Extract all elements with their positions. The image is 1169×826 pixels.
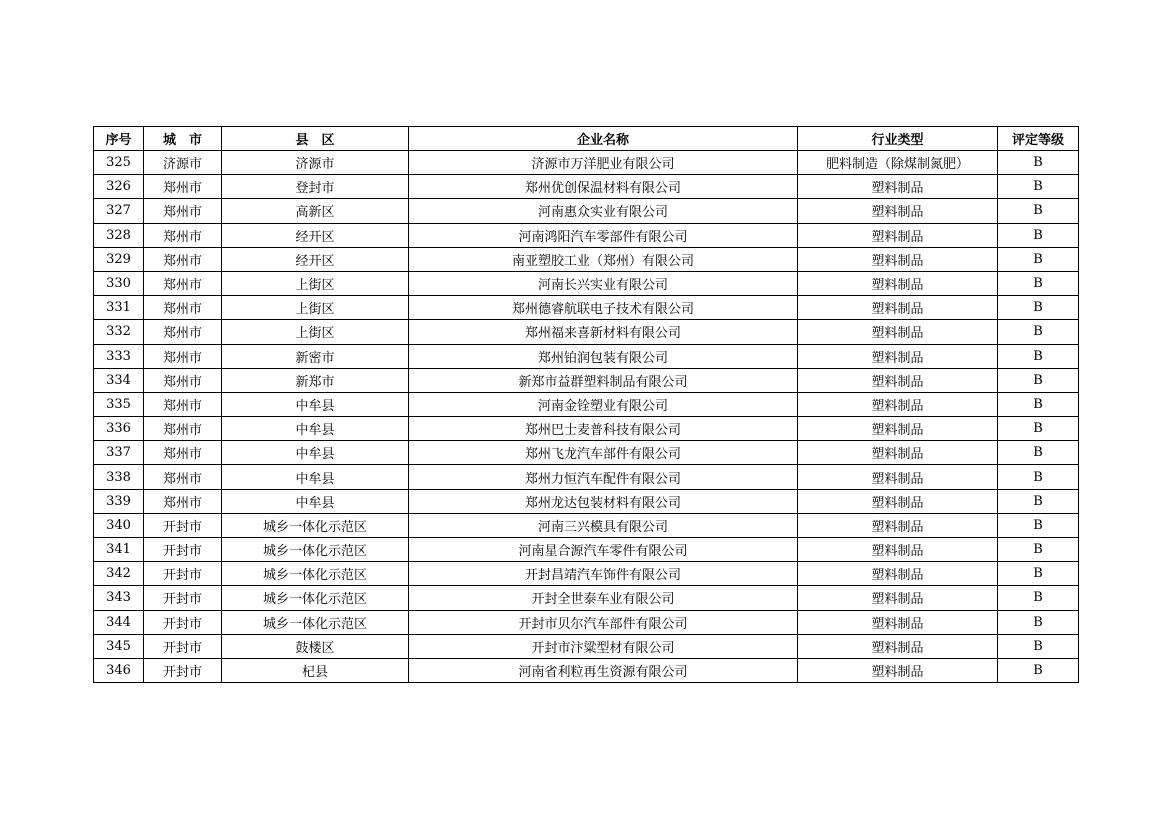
cell-county: 新密市 [222, 344, 409, 368]
cell-city: 济源市 [144, 151, 222, 175]
cell-grade: B [998, 634, 1079, 658]
header-industry: 行业类型 [798, 127, 998, 151]
table-row [94, 296, 1079, 320]
cell-company: 郑州飞龙汽车部件有限公司 [409, 441, 798, 465]
cell-company: 郑州巴士麦普科技有限公司 [409, 417, 798, 441]
cell-county: 城乡一体化示范区 [222, 610, 409, 634]
cell-county: 城乡一体化示范区 [222, 562, 409, 586]
table-row [94, 489, 1079, 513]
cell-grade: B [998, 417, 1079, 441]
cell-grade: B [998, 441, 1079, 465]
cell-no: 341 [94, 538, 144, 562]
cell-no: 334 [94, 368, 144, 392]
header-company: 企业名称 [409, 127, 798, 151]
cell-no: 342 [94, 562, 144, 586]
cell-county: 新郑市 [222, 368, 409, 392]
cell-grade: B [998, 368, 1079, 392]
cell-industry: 塑料制品 [798, 417, 998, 441]
cell-no: 338 [94, 465, 144, 489]
table-row [94, 199, 1079, 223]
table-row [94, 392, 1079, 416]
cell-company: 河南星合源汽车零件有限公司 [409, 538, 798, 562]
cell-industry: 塑料制品 [798, 296, 998, 320]
cell-no: 330 [94, 271, 144, 295]
cell-county: 上街区 [222, 271, 409, 295]
cell-company: 郑州力恒汽车配件有限公司 [409, 465, 798, 489]
cell-city: 郑州市 [144, 489, 222, 513]
cell-grade: B [998, 151, 1079, 175]
cell-city: 开封市 [144, 562, 222, 586]
cell-city: 开封市 [144, 513, 222, 537]
cell-county: 中牟县 [222, 441, 409, 465]
cell-industry: 塑料制品 [798, 392, 998, 416]
cell-no: 339 [94, 489, 144, 513]
cell-no: 340 [94, 513, 144, 537]
cell-no: 325 [94, 151, 144, 175]
cell-city: 郑州市 [144, 223, 222, 247]
cell-no: 327 [94, 199, 144, 223]
cell-city: 郑州市 [144, 392, 222, 416]
table-row [94, 151, 1079, 175]
cell-county: 中牟县 [222, 489, 409, 513]
cell-grade: B [998, 658, 1079, 682]
cell-no: 329 [94, 247, 144, 271]
cell-no: 326 [94, 175, 144, 199]
cell-grade: B [998, 586, 1079, 610]
table-row [94, 320, 1079, 344]
cell-grade: B [998, 247, 1079, 271]
cell-no: 331 [94, 296, 144, 320]
cell-county: 城乡一体化示范区 [222, 513, 409, 537]
cell-grade: B [998, 271, 1079, 295]
cell-industry: 塑料制品 [798, 634, 998, 658]
table-row [94, 175, 1079, 199]
cell-industry: 塑料制品 [798, 610, 998, 634]
cell-county: 杞县 [222, 658, 409, 682]
header-county: 县 区 [222, 127, 409, 151]
cell-grade: B [998, 344, 1079, 368]
cell-company: 郑州德睿航联电子技术有限公司 [409, 296, 798, 320]
table-row [94, 658, 1079, 682]
cell-city: 开封市 [144, 634, 222, 658]
header-no: 序号 [94, 127, 144, 151]
cell-grade: B [998, 223, 1079, 247]
cell-county: 上街区 [222, 296, 409, 320]
cell-city: 郑州市 [144, 465, 222, 489]
cell-company: 河南省利粒再生资源有限公司 [409, 658, 798, 682]
cell-city: 郑州市 [144, 271, 222, 295]
cell-industry: 塑料制品 [798, 368, 998, 392]
cell-county: 登封市 [222, 175, 409, 199]
cell-industry: 塑料制品 [798, 344, 998, 368]
cell-no: 337 [94, 441, 144, 465]
cell-company: 郑州龙达包装材料有限公司 [409, 489, 798, 513]
cell-company: 河南鸿阳汽车零部件有限公司 [409, 223, 798, 247]
cell-grade: B [998, 465, 1079, 489]
cell-county: 济源市 [222, 151, 409, 175]
cell-company: 河南三兴模具有限公司 [409, 513, 798, 537]
cell-industry: 塑料制品 [798, 199, 998, 223]
table-row [94, 417, 1079, 441]
table-row [94, 344, 1079, 368]
table-row [94, 223, 1079, 247]
cell-company: 开封全世泰车业有限公司 [409, 586, 798, 610]
cell-city: 开封市 [144, 538, 222, 562]
cell-county: 高新区 [222, 199, 409, 223]
table-row [94, 247, 1079, 271]
table-row [94, 465, 1079, 489]
cell-city: 开封市 [144, 586, 222, 610]
cell-industry: 肥料制造（除煤制氮肥） [798, 151, 998, 175]
cell-industry: 塑料制品 [798, 223, 998, 247]
cell-grade: B [998, 296, 1079, 320]
table-row [94, 441, 1079, 465]
cell-city: 开封市 [144, 658, 222, 682]
cell-county: 经开区 [222, 247, 409, 271]
cell-county: 中牟县 [222, 417, 409, 441]
table-header-row [94, 127, 1079, 151]
cell-company: 河南金铨塑业有限公司 [409, 392, 798, 416]
cell-no: 336 [94, 417, 144, 441]
cell-city: 开封市 [144, 610, 222, 634]
cell-company: 开封市汴粱型材有限公司 [409, 634, 798, 658]
cell-industry: 塑料制品 [798, 271, 998, 295]
cell-grade: B [998, 562, 1079, 586]
table-row [94, 610, 1079, 634]
cell-company: 郑州铂润包装有限公司 [409, 344, 798, 368]
cell-company: 济源市万洋肥业有限公司 [409, 151, 798, 175]
cell-industry: 塑料制品 [798, 175, 998, 199]
cell-industry: 塑料制品 [798, 562, 998, 586]
cell-company: 开封昌靖汽车饰件有限公司 [409, 562, 798, 586]
cell-industry: 塑料制品 [798, 538, 998, 562]
cell-no: 328 [94, 223, 144, 247]
cell-county: 鼓楼区 [222, 634, 409, 658]
cell-city: 郑州市 [144, 441, 222, 465]
cell-city: 郑州市 [144, 344, 222, 368]
cell-grade: B [998, 489, 1079, 513]
cell-no: 344 [94, 610, 144, 634]
cell-no: 345 [94, 634, 144, 658]
cell-company: 南亚塑胶工业（郑州）有限公司 [409, 247, 798, 271]
cell-city: 郑州市 [144, 320, 222, 344]
cell-no: 333 [94, 344, 144, 368]
cell-city: 郑州市 [144, 417, 222, 441]
cell-industry: 塑料制品 [798, 513, 998, 537]
cell-industry: 塑料制品 [798, 320, 998, 344]
cell-industry: 塑料制品 [798, 489, 998, 513]
cell-company: 郑州优创保温材料有限公司 [409, 175, 798, 199]
cell-grade: B [998, 392, 1079, 416]
cell-industry: 塑料制品 [798, 586, 998, 610]
cell-industry: 塑料制品 [798, 658, 998, 682]
cell-company: 河南长兴实业有限公司 [409, 271, 798, 295]
table-row [94, 634, 1079, 658]
cell-industry: 塑料制品 [798, 441, 998, 465]
cell-company: 开封市贝尔汽车部件有限公司 [409, 610, 798, 634]
table-row [94, 513, 1079, 537]
cell-no: 343 [94, 586, 144, 610]
table-row [94, 586, 1079, 610]
cell-company: 新郑市益群塑料制品有限公司 [409, 368, 798, 392]
cell-grade: B [998, 513, 1079, 537]
cell-grade: B [998, 538, 1079, 562]
cell-county: 中牟县 [222, 392, 409, 416]
cell-city: 郑州市 [144, 247, 222, 271]
cell-city: 郑州市 [144, 368, 222, 392]
cell-no: 332 [94, 320, 144, 344]
table-row [94, 562, 1079, 586]
cell-grade: B [998, 175, 1079, 199]
table-row [94, 368, 1079, 392]
table-row [94, 271, 1079, 295]
cell-grade: B [998, 199, 1079, 223]
cell-county: 上街区 [222, 320, 409, 344]
cell-grade: B [998, 320, 1079, 344]
cell-city: 郑州市 [144, 175, 222, 199]
cell-no: 335 [94, 392, 144, 416]
header-grade: 评定等级 [998, 127, 1079, 151]
cell-industry: 塑料制品 [798, 247, 998, 271]
cell-county: 经开区 [222, 223, 409, 247]
cell-grade: B [998, 610, 1079, 634]
cell-county: 城乡一体化示范区 [222, 586, 409, 610]
cell-company: 河南惠众实业有限公司 [409, 199, 798, 223]
cell-city: 郑州市 [144, 199, 222, 223]
cell-industry: 塑料制品 [798, 465, 998, 489]
enterprise-rating-table [93, 126, 1079, 683]
cell-no: 346 [94, 658, 144, 682]
cell-county: 城乡一体化示范区 [222, 538, 409, 562]
cell-county: 中牟县 [222, 465, 409, 489]
header-city: 城 市 [144, 127, 222, 151]
table-row [94, 538, 1079, 562]
table-body [94, 151, 1079, 683]
cell-company: 郑州福来喜新材料有限公司 [409, 320, 798, 344]
cell-city: 郑州市 [144, 296, 222, 320]
